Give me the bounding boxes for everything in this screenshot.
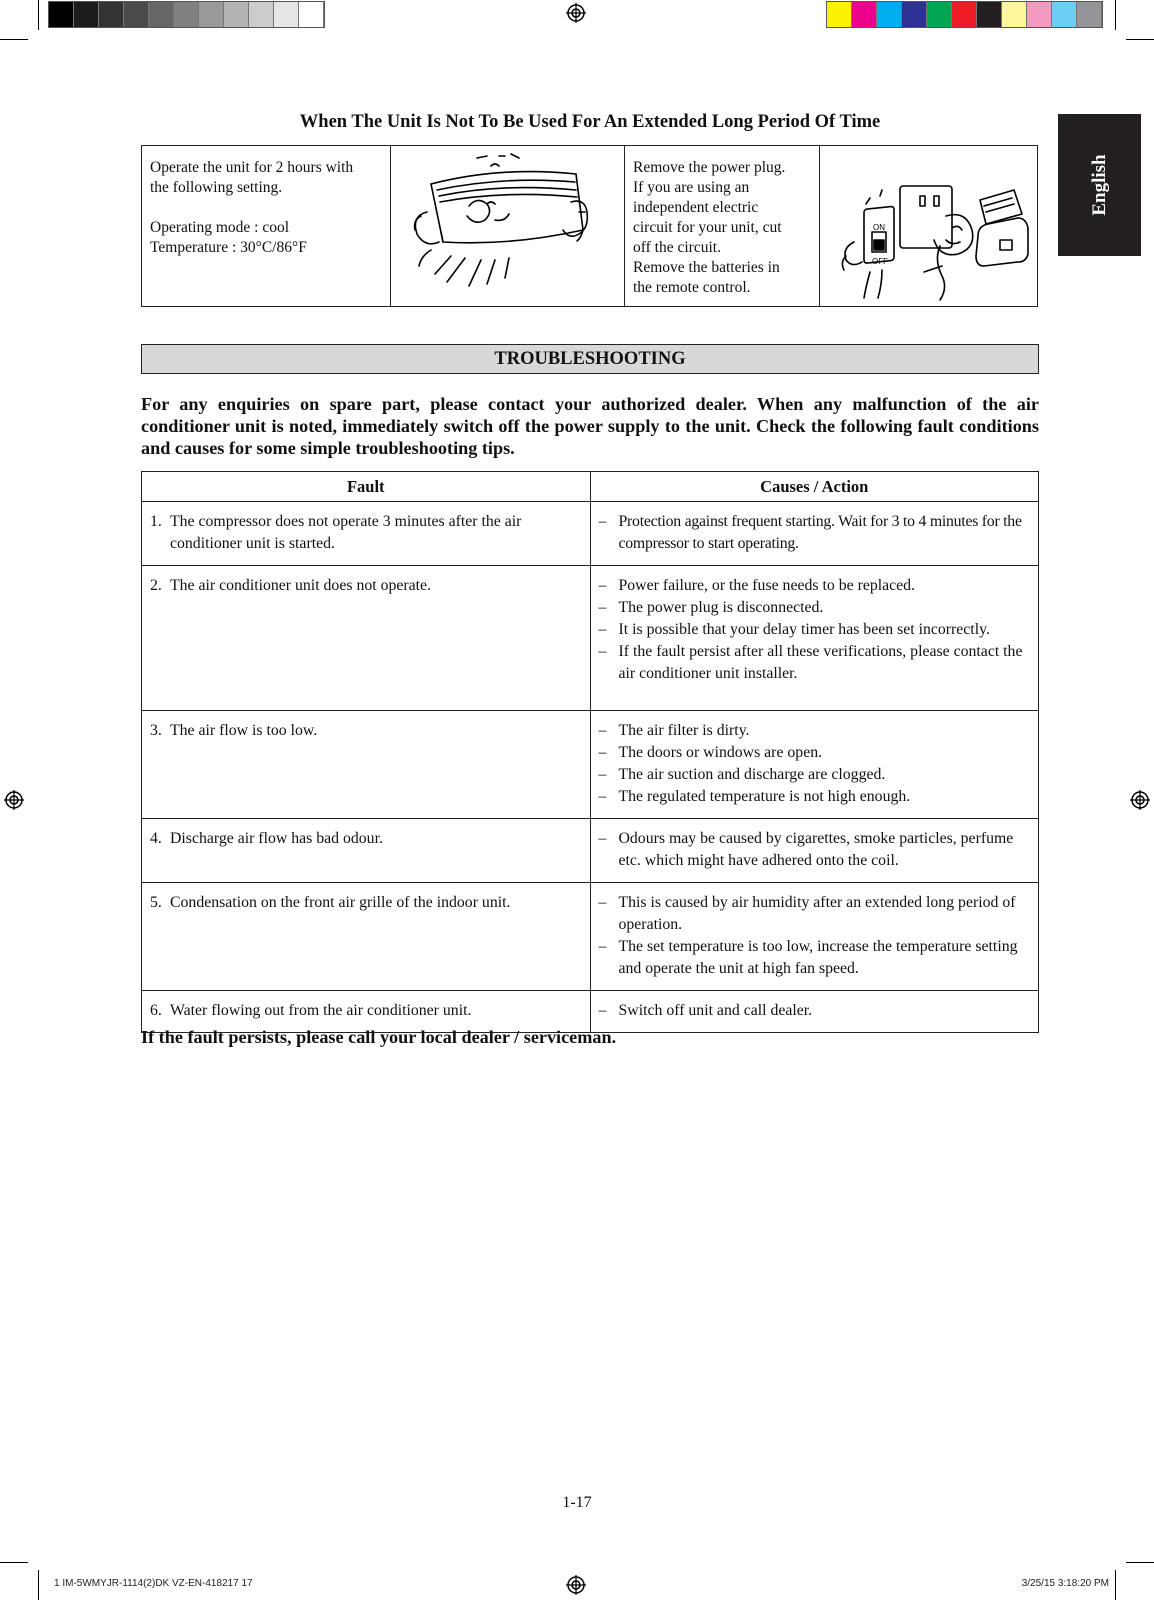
fault-number: 1. xyxy=(150,513,162,530)
storage-instruction-line: Remove the power plug. xyxy=(633,159,786,176)
cause-text: It is possible that your delay timer has been set incorrectly. xyxy=(618,621,990,638)
causes-cell xyxy=(590,819,1039,883)
crop-mark xyxy=(38,0,39,30)
closing-note: If the fault persists, please call your local dealer / serviceman. xyxy=(141,1027,617,1047)
bullet-dash: – xyxy=(598,599,607,616)
table-row xyxy=(142,883,1039,991)
cause-item xyxy=(599,511,1031,555)
table-row xyxy=(142,502,1039,566)
grayscale-color-bar xyxy=(48,1,325,28)
cause-item xyxy=(599,764,1031,786)
fault-description: Discharge air flow has bad odour. xyxy=(170,830,383,847)
troubleshooting-heading: TROUBLESHOOTING xyxy=(141,344,1039,374)
color-swatch xyxy=(927,2,952,27)
storage-instruction-line: the remote control. xyxy=(633,279,751,296)
storage-instruction-line: the following setting. xyxy=(150,179,283,196)
cause-item xyxy=(599,742,1031,764)
cause-item xyxy=(599,786,1031,808)
color-swatch xyxy=(952,2,977,27)
crop-mark xyxy=(38,1570,39,1600)
color-swatch xyxy=(99,2,124,27)
color-swatch xyxy=(249,2,274,27)
cause-item xyxy=(599,892,1031,936)
cause-text: The set temperature is too low, increase the temperature setting and operate the unit at high fan speed. xyxy=(618,938,1018,977)
bullet-dash: – xyxy=(598,894,607,911)
color-swatch xyxy=(1027,2,1052,27)
cause-text: The regulated temperature is not high enough. xyxy=(618,788,911,805)
temperature-setting: Temperature : 30°C/86°F xyxy=(150,239,307,256)
troubleshooting-table xyxy=(141,471,1039,1033)
fault-number: 2. xyxy=(150,577,162,594)
table-row xyxy=(142,711,1039,819)
switch-off-label: OFF xyxy=(872,257,888,266)
cause-text: This is caused by air humidity after an extended long period of operation. xyxy=(618,894,1016,933)
causes-cell xyxy=(590,883,1039,991)
color-swatch xyxy=(49,2,74,27)
cause-item xyxy=(599,936,1031,980)
color-swatch xyxy=(1052,2,1077,27)
color-swatch xyxy=(174,2,199,27)
fault-number: 4. xyxy=(150,830,162,847)
bullet-dash: – xyxy=(598,788,607,805)
color-swatch xyxy=(902,2,927,27)
color-swatch xyxy=(74,2,99,27)
registration-mark-icon xyxy=(566,1575,586,1595)
fault-number: 3. xyxy=(150,722,162,739)
print-slug-left: 1 IM-5WMYJR-1114(2)DK VZ-EN-418217 17 xyxy=(54,1578,253,1589)
operating-mode-setting: Operating mode : cool xyxy=(150,219,290,236)
switch-on-label: ON xyxy=(873,223,885,232)
color-swatch xyxy=(877,2,902,27)
cause-item xyxy=(599,575,1031,597)
bullet-dash: – xyxy=(598,577,607,594)
registration-mark-icon xyxy=(4,790,24,810)
bullet-dash: – xyxy=(598,722,607,739)
fault-description: Water flowing out from the air conditioner unit. xyxy=(170,1002,472,1019)
causes-cell xyxy=(590,566,1039,711)
cause-text: Power failure, or the fuse needs to be replaced. xyxy=(618,577,916,594)
cause-text: The power plug is disconnected. xyxy=(618,599,824,616)
crop-mark xyxy=(0,1562,28,1563)
storage-section-title: When The Unit Is Not To Be Used For An Extended Long Period Of Time xyxy=(299,112,881,132)
cause-item xyxy=(599,1000,1031,1022)
storage-instruction-line: Remove the batteries in xyxy=(633,259,780,276)
troubleshooting-intro: For any enquiries on spare part, please contact your authorized dealer. When any malfunction of the air conditioner unit is noted, immediately switch off the power supply to the unit. Check the following fault conditions and causes for some simple troubleshooting tips. xyxy=(141,394,1039,458)
color-swatch xyxy=(1002,2,1027,27)
color-swatch xyxy=(149,2,174,27)
fault-column-header: Fault xyxy=(142,472,591,502)
print-slug-right: 3/25/15 3:18:20 PM xyxy=(1021,1578,1109,1589)
plug-illustration-cell xyxy=(820,146,1037,306)
crop-mark xyxy=(1115,1570,1116,1600)
bullet-dash: – xyxy=(598,513,607,530)
fault-description: The compressor does not operate 3 minutes after the air conditioner unit is started. xyxy=(170,513,522,552)
storage-instruction-line: If you are using an xyxy=(633,179,750,196)
fault-description: The air conditioner unit does not operate. xyxy=(170,577,432,594)
fault-number: 6. xyxy=(150,1002,162,1019)
cause-text: The doors or windows are open. xyxy=(618,744,823,761)
ac-unit-illustration-cell xyxy=(391,146,625,306)
language-tab-label: English xyxy=(1088,154,1110,216)
registration-mark-icon xyxy=(566,3,586,23)
causes-column-header: Causes / Action xyxy=(590,472,1039,502)
storage-instruction-line: independent electric xyxy=(633,199,759,216)
cause-text: The air filter is dirty. xyxy=(618,722,750,739)
bullet-dash: – xyxy=(598,1002,607,1019)
crop-mark xyxy=(0,39,28,40)
storage-instructions-table xyxy=(141,145,1038,307)
storage-settings-cell xyxy=(142,146,391,306)
ac-unit-cartoon-icon xyxy=(391,146,625,306)
plug-and-switch-cartoon-icon xyxy=(820,146,1037,306)
color-swatch xyxy=(274,2,299,27)
page-number: 1-17 xyxy=(562,1494,592,1511)
cause-item xyxy=(599,641,1031,685)
cause-text: Switch off unit and call dealer. xyxy=(618,1002,813,1019)
color-swatch xyxy=(827,2,852,27)
cause-text: The air suction and discharge are clogged. xyxy=(618,766,886,783)
bullet-dash: – xyxy=(598,938,607,955)
fault-cell xyxy=(142,819,591,883)
power-removal-cell xyxy=(625,146,820,306)
table-row xyxy=(142,819,1039,883)
crop-mark xyxy=(1115,0,1116,30)
causes-cell xyxy=(590,502,1039,566)
registration-mark-icon xyxy=(1130,790,1150,810)
color-swatch xyxy=(199,2,224,27)
color-swatch xyxy=(852,2,877,27)
table-header-row xyxy=(142,472,1039,502)
storage-instruction-line: Operate the unit for 2 hours with xyxy=(150,159,354,176)
color-swatch xyxy=(124,2,149,27)
bullet-dash: – xyxy=(598,830,607,847)
cause-text: Odours may be caused by cigarettes, smoke particles, perfume etc. which might have adhered onto the coil. xyxy=(618,830,1014,869)
bullet-dash: – xyxy=(598,621,607,638)
fault-cell xyxy=(142,566,591,711)
cause-item xyxy=(599,720,1031,742)
bullet-dash: – xyxy=(598,744,607,761)
fault-description: Condensation on the front air grille of the indoor unit. xyxy=(170,894,511,911)
cause-item xyxy=(599,828,1031,872)
fault-number: 5. xyxy=(150,894,162,911)
color-swatch xyxy=(299,2,324,27)
cause-text: If the fault persist after all these verifications, please contact the air conditioner unit installer. xyxy=(618,643,1023,682)
cmyk-color-bar xyxy=(826,1,1103,28)
fault-description: The air flow is too low. xyxy=(170,722,318,739)
fault-cell xyxy=(142,711,591,819)
causes-cell xyxy=(590,991,1039,1033)
cause-text: Protection against frequent starting. Wait for 3 to 4 minutes for the compressor to start operating. xyxy=(618,513,1022,552)
bullet-dash: – xyxy=(598,766,607,783)
color-swatch xyxy=(1077,2,1102,27)
color-swatch xyxy=(977,2,1002,27)
bullet-dash: – xyxy=(598,643,607,660)
crop-mark xyxy=(1126,1562,1154,1563)
crop-mark xyxy=(1126,39,1154,40)
storage-instruction-line: off the circuit. xyxy=(633,239,721,256)
table-row xyxy=(142,566,1039,711)
fault-cell xyxy=(142,883,591,991)
color-swatch xyxy=(224,2,249,27)
storage-instruction-line: circuit for your unit, cut xyxy=(633,219,782,236)
causes-cell xyxy=(590,711,1039,819)
fault-cell xyxy=(142,502,591,566)
cause-item xyxy=(599,597,1031,619)
language-tab xyxy=(1058,114,1141,256)
cause-item xyxy=(599,619,1031,641)
